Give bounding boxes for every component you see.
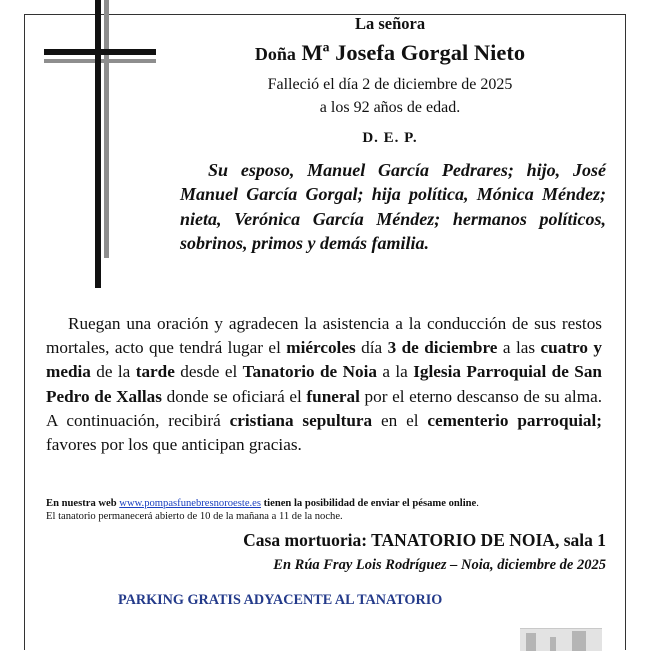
- frame-right-border: [625, 14, 626, 650]
- corner-photo-fragment: [520, 628, 602, 651]
- dep-label: D. E. P.: [362, 130, 418, 146]
- opening-hours: El tanatorio permanecerá abierto de 10 de la mañana a 11 de la noche.: [46, 511, 343, 522]
- cross-gray-vertical: [104, 0, 109, 258]
- body-bold-funeral-home: Tanatorio de Noia: [242, 362, 377, 382]
- website-link[interactable]: www.pompasfunebresnoroeste.es: [119, 498, 261, 509]
- body-bold-time: cuatro y media: [46, 338, 602, 382]
- body-bold-funeral: funeral: [306, 386, 360, 406]
- body-text-4: de la: [90, 362, 136, 382]
- photo-shape: [526, 633, 536, 651]
- body-bold-day: miércoles: [286, 338, 356, 358]
- body-bold-afternoon: tarde: [135, 362, 175, 382]
- funeral-home: Casa mortuoria: TANATORIO DE NOIA, sala 1: [243, 530, 606, 550]
- body-text-3: a las: [497, 338, 541, 358]
- web-note-suffix: tienen la posibilidad de enviar el pésame online: [261, 498, 477, 509]
- cross-black-horizontal: [44, 49, 156, 55]
- body-text-1: Ruegan una oración y agradecen la asistencia a la conducción de sus restos mortales, acto que tendrá lugar el: [46, 314, 602, 358]
- web-note-end: .: [476, 498, 479, 509]
- parking-note: PARKING GRATIS ADYACENTE AL TANATORIO: [118, 592, 443, 608]
- body-bold-church: Iglesia Parroquial de San Pedro de Xallas: [46, 362, 602, 406]
- cross-black-vertical: [95, 0, 101, 288]
- body-text-7: donde se oficiará el: [161, 386, 307, 406]
- age-at-death: a los 92 años de edad.: [319, 99, 461, 116]
- body-text-10: favores por los que anticipan gracias.: [46, 435, 302, 455]
- body-text-9: en el: [372, 410, 428, 430]
- name-prefix: Doña: [254, 44, 296, 64]
- name-text: Mª Josefa Gorgal Nieto: [301, 40, 526, 65]
- body-text-8: por el eterno descanso de su alma. A continuación, recibirá: [46, 386, 602, 430]
- body-bold-burial: cristiana sepultura: [229, 410, 373, 430]
- web-note-prefix: En nuestra web: [46, 498, 120, 509]
- deceased-name: [170, 40, 610, 66]
- body-bold-date: 3 de diciembre: [387, 338, 498, 358]
- family-text: Su esposo, Manuel García Pedrares; hijo, José Manuel García Gorgal; hija política, Mónica Méndez; nieta, Verónica García Méndez; hermanos políticos, sobrinos, primos y demás familia.: [180, 160, 606, 254]
- photo-shape: [572, 631, 586, 651]
- family-list: [180, 158, 606, 256]
- frame-left-border: [24, 14, 25, 650]
- web-note: [46, 497, 606, 523]
- honorific: La señora: [354, 14, 426, 33]
- body-bold-cemetery: cementerio parroquial;: [427, 410, 602, 430]
- ceremony-text: [46, 312, 602, 457]
- address-date: En Rúa Fray Lois Rodríguez – Noia, diciembre de 2025: [273, 557, 606, 573]
- body-text-5: desde el: [174, 362, 243, 382]
- photo-shape: [550, 637, 556, 651]
- death-date: Falleció el día 2 de diciembre de 2025: [267, 76, 513, 93]
- web-note-line: [46, 497, 606, 510]
- body-text-6: a la: [376, 362, 414, 382]
- body-text-2: día: [355, 338, 388, 358]
